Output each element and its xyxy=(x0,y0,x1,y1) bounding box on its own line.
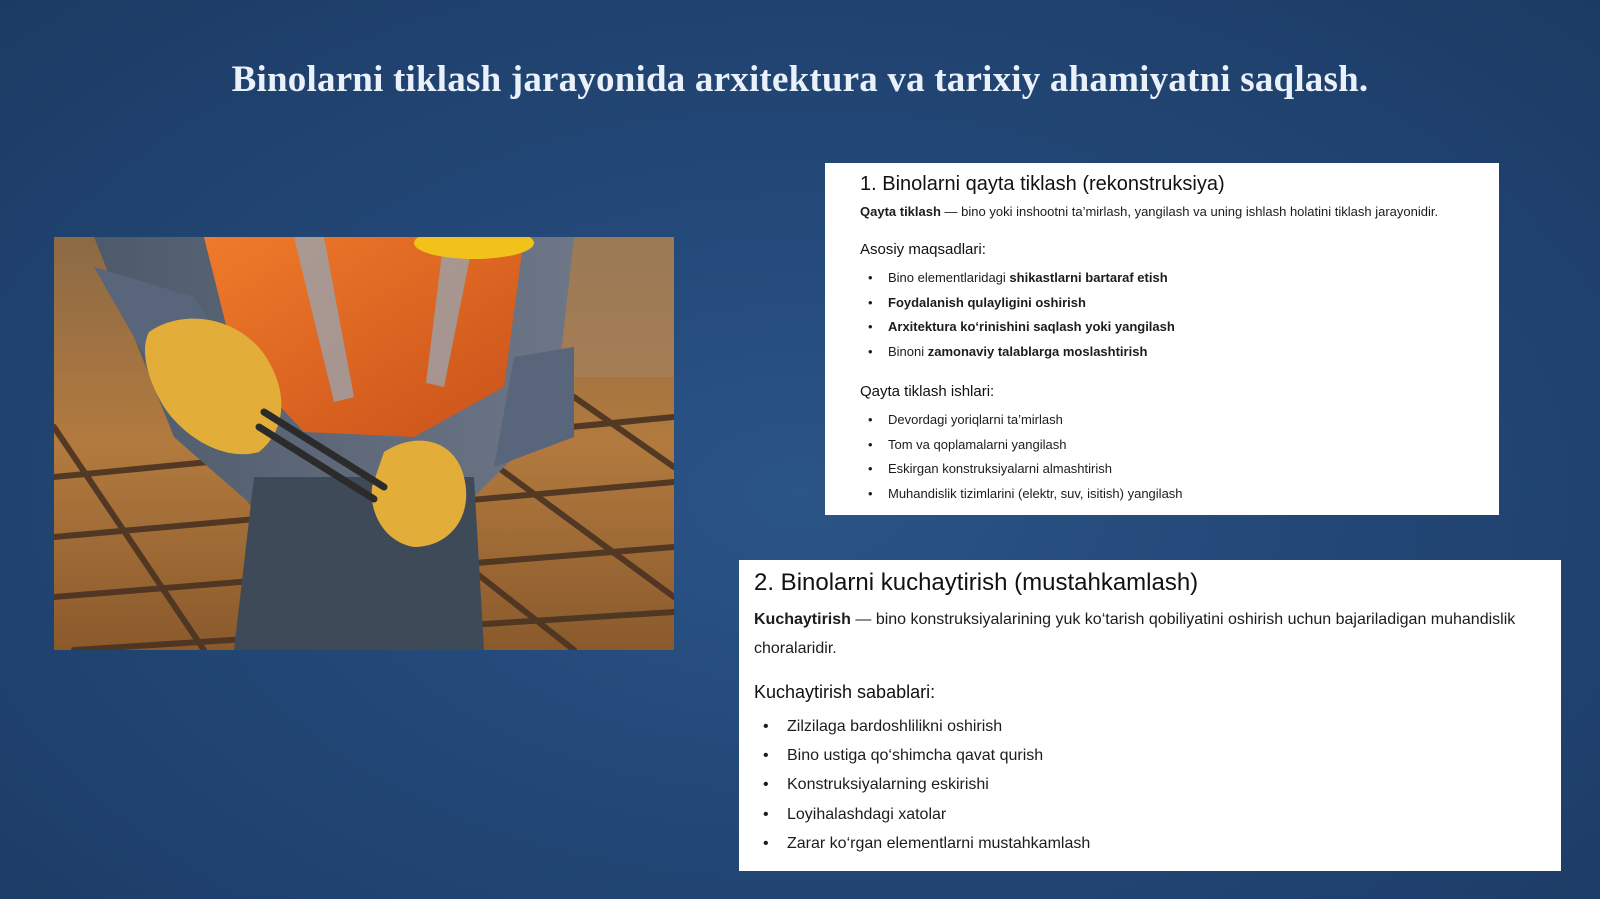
list-item: • Muhandislik tizimlarini (elektr, suv, isitish) yangilash xyxy=(860,482,1479,507)
strengthening-definition xyxy=(754,605,1547,663)
list-item: • Tom va qoplamalarni yangilash xyxy=(860,433,1479,458)
definition-term: Kuchaytirish xyxy=(754,611,851,628)
works-list xyxy=(860,408,1479,506)
bullet-icon: • xyxy=(763,834,769,852)
reasons-list xyxy=(754,712,1547,858)
reconstruction-heading: 1. Binolarni qayta tiklash (rekonstruksiya) xyxy=(860,173,1225,195)
list-item: • Binoni zamonaviy talablarga moslashtirish xyxy=(860,340,1479,365)
definition-text: — bino yoki inshootni ta’mirlash, yangilash va uning ishlash holatini tiklash jarayonidir. xyxy=(940,204,1439,219)
bullet-icon: • xyxy=(868,436,873,452)
bullet-icon: • xyxy=(763,747,769,765)
bullet-icon: • xyxy=(763,805,769,823)
slide-title: Binolarni tiklash jarayonida arxitektura va tarixiy ahamiyatni saqlash. xyxy=(231,59,1369,100)
bullet-icon: • xyxy=(868,294,873,310)
list-item: • Konstruksiyalarning eskirishi xyxy=(754,770,1547,799)
strengthening-card xyxy=(739,560,1561,871)
bullet-icon: • xyxy=(868,270,873,285)
list-item: • Foydalanish qulayligini oshirish xyxy=(860,291,1479,316)
definition-term: Qayta tiklash xyxy=(860,204,941,219)
list-item: • Zilzilaga bardoshlilikni oshirish xyxy=(754,712,1547,741)
bullet-icon: • xyxy=(868,319,873,334)
list-item: • Loyihalashdagi xatolar xyxy=(754,800,1547,829)
worker-rebar-photo xyxy=(54,237,674,650)
list-item: • Bino ustiga qo‘shimcha qavat qurish xyxy=(754,741,1547,770)
bullet-icon: • xyxy=(868,343,873,359)
goals-list xyxy=(860,266,1479,364)
reconstruction-card xyxy=(825,163,1499,515)
bullet-icon: • xyxy=(868,461,873,476)
bullet-icon: • xyxy=(763,776,769,794)
list-item: • Zarar ko‘rgan elementlarni mustahkamlash xyxy=(754,829,1547,858)
bullet-icon: • xyxy=(868,485,873,501)
goals-heading: Asosiy maqsadlari: xyxy=(860,241,986,258)
list-item: • Devordagi yoriqlarni ta’mirlash xyxy=(860,408,1479,433)
list-item: • Bino elementlaridagi shikastlarni bartaraf etish xyxy=(860,266,1479,291)
bullet-icon: • xyxy=(868,412,873,427)
list-item: • Eskirgan konstruksiyalarni almashtirish xyxy=(860,457,1479,482)
definition-text: — bino konstruksiyalarining yuk ko‘tarish qobiliyatini oshirish uchun bajariladigan muhandislik choralaridir. xyxy=(754,611,1516,657)
list-item: • Arxitektura ko‘rinishini saqlash yoki yangilash xyxy=(860,315,1479,340)
reconstruction-definition xyxy=(860,202,1479,222)
reasons-heading: Kuchaytirish sabablari: xyxy=(754,682,936,702)
bullet-icon: • xyxy=(763,718,769,735)
works-heading: Qayta tiklash ishlari: xyxy=(860,383,995,400)
strengthening-heading: 2. Binolarni kuchaytirish (mustahkamlash) xyxy=(754,569,1199,596)
